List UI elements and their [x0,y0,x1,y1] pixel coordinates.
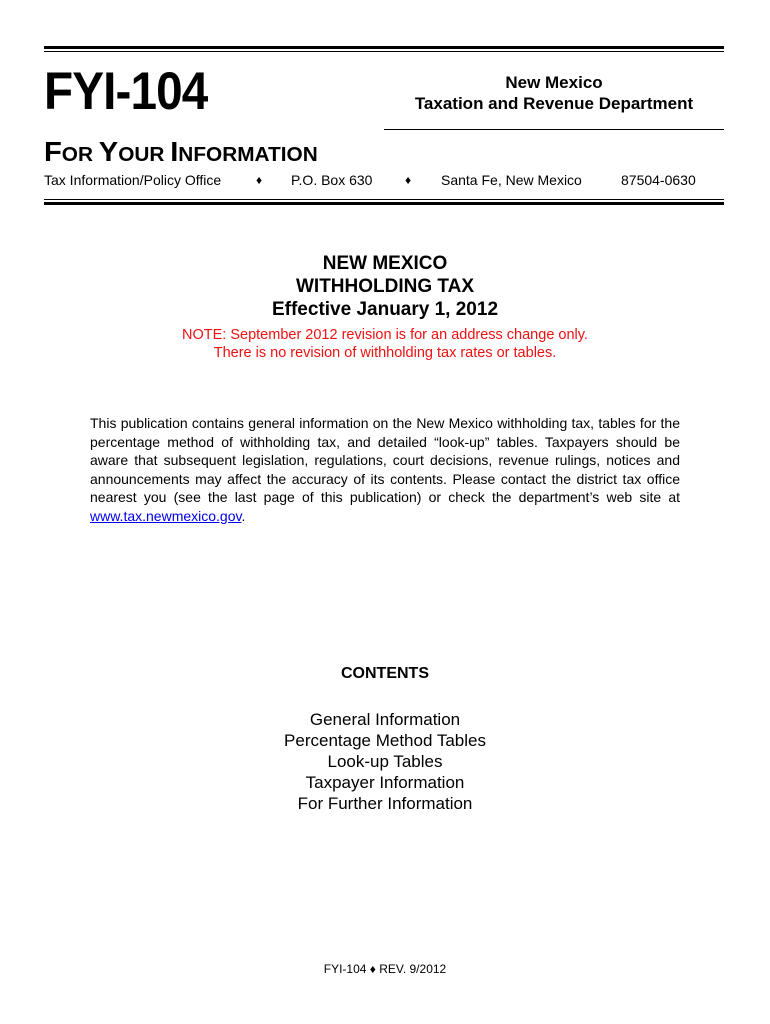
po-box: P.O. Box 630 [291,172,373,188]
contents-heading: CONTENTS [341,665,429,682]
header-bottom-rule-thin [44,199,724,200]
department-website-link[interactable]: www.tax.newmexico.gov [90,507,242,524]
top-double-rule-thick [44,46,724,49]
intro-paragraph [90,414,680,525]
series-title-cap-f: F [44,136,62,167]
diamond-separator-icon: ♦ [369,962,376,976]
revision-note-line2: There is no revision of withholding tax rates or tables. [213,345,557,361]
title-subject: WITHHOLDING TAX [295,276,474,297]
top-double-rule-thin [44,51,724,52]
series-title-cap-i: I [170,136,179,167]
diamond-separator-icon: ♦ [405,173,412,187]
diamond-separator-icon: ♦ [256,173,263,187]
contents-item: Percentage Method Tables [284,731,486,750]
city-state: Santa Fe, New Mexico [441,172,582,188]
page-footer [0,961,770,977]
series-title-part-nformation: NFORMATION [178,144,318,166]
department-state: New Mexico [505,73,603,92]
intro-end: . [241,507,246,524]
series-title-cap-y: Y [98,136,119,167]
zip-code: 87504-0630 [621,172,696,188]
series-title [44,138,318,169]
department-title: Taxation and Revenue Department [414,94,694,113]
form-number: FYI-104 [44,62,208,121]
department-underline [384,129,724,130]
revision-note [0,326,770,362]
office-name: Tax Information/Policy Office [44,172,222,188]
revision-note-line1: NOTE: September 2012 revision is for an address change only. [182,327,588,343]
footer-form: FYI-104 [323,962,367,976]
series-title-part-or: OR [61,144,99,166]
title-state: NEW MEXICO [322,253,448,274]
header-bottom-rule-thick [44,202,724,205]
contents-item: General Information [309,710,461,729]
series-title-part-our: OUR [118,144,171,166]
contents-item: Taxpayer Information [305,773,465,792]
document-title [0,252,770,321]
contents-item: For Further Information [297,794,473,813]
intro-text: This publication contains general information on the New Mexico withholding tax, tables for the percentage method of withholding tax, and detailed “look-up” tables. Taxpayers should be aware that subsequent legislation, regulations, court decisions, revenue rulings, notices and announcements may affect the accuracy of its contents. Please contact the district tax office nearest you (see the last page of this publication) or check the department’s web site at [90,415,680,505]
department-name [384,72,724,114]
footer-revision: REV. 9/2012 [379,962,447,976]
contents-item: Look-up Tables [327,752,443,771]
contents-list [0,709,770,814]
title-effective-date: Effective January 1, 2012 [271,299,499,320]
